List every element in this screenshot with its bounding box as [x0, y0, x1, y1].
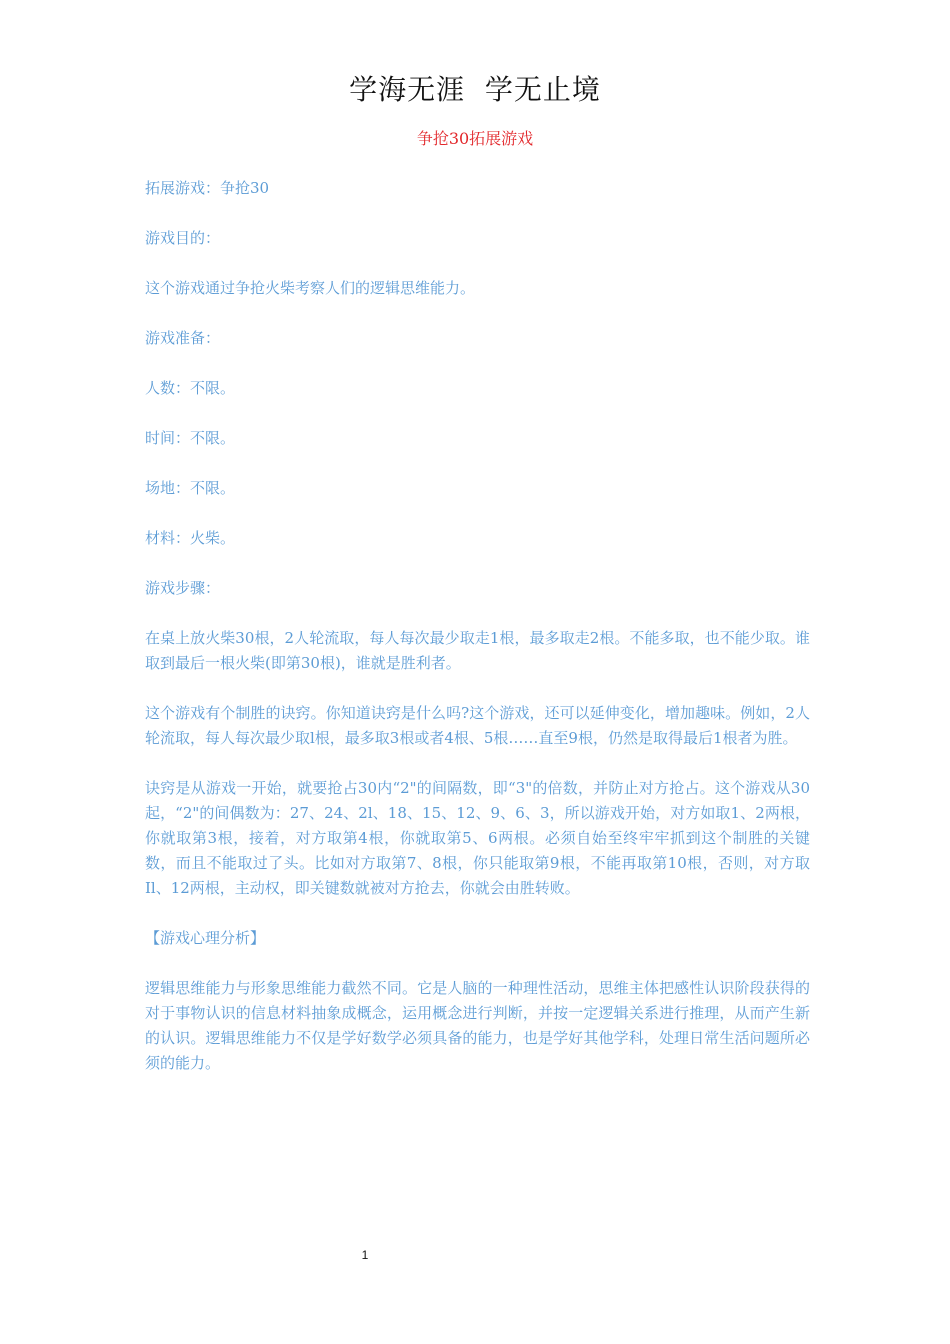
paragraph-analysis-heading: 【游戏心理分析】 — [145, 929, 266, 947]
paragraph-purpose: 这个游戏通过争抢火柴考察人们的逻辑思维能力。 — [145, 279, 476, 297]
page-header-title: 学海无涯 学无止境 — [349, 73, 601, 106]
page-number: 1 — [361, 1248, 369, 1262]
paragraph-analysis: 逻辑思维能力与形象思维能力截然不同。它是人脑的一种理性活动，思维主体把感性认识阶段获得的对于事物认识的信息材料抽象成概念，运用概念进行判断，并按一定逻辑关系进行推理，从而产生新的认识。逻辑思维能力不仅是学好数学必须具备的能力，也是学好其他学科，处理日常生活问题所必须的能力。 — [145, 979, 810, 1072]
paragraph-purpose-heading: 游戏目的： — [145, 229, 221, 247]
paragraph-materials: 材料：火柴。 — [145, 529, 236, 547]
paragraph-preparation-heading: 游戏准备： — [145, 329, 221, 347]
paragraph-time: 时间：不限。 — [145, 429, 236, 447]
paragraph-steps-heading: 游戏步骤： — [145, 579, 221, 597]
document-subtitle: 争抢30拓展游戏 — [416, 129, 534, 148]
paragraph-venue: 场地：不限。 — [145, 479, 236, 497]
paragraph-game-name: 拓展游戏：争抢30 — [145, 179, 270, 197]
document-body — [145, 176, 810, 1101]
paragraph-trick-explanation: 诀窍是从游戏一开始，就要抢占30内“2"的间隔数，即“3"的倍数，并防止对方抢占。这个游戏从30起，“2"的间偶数为：27、24、2l、18、15、12、9、6、3，所以游戏开始，对方如取1、2两根，你就取第3根，接着，对方取第4根，你就取第5、6两根。必须自始至终牢牢抓到这个制胜的关键数，而且不能取过了头。比如对方取第7、8根，你只能取第9根，不能再取第10根，否则，对方取Il、12两根，主动权，即关键数就被对方抢去，你就会由胜转败。 — [145, 779, 810, 897]
paragraph-steps: 在桌上放火柴30根，2人轮流取，每人每次最少取走1根，最多取走2根。不能多取，也不能少取。谁取到最后一根火柴(即第30根)，谁就是胜利者。 — [145, 629, 810, 672]
paragraph-participants: 人数：不限。 — [145, 379, 236, 397]
paragraph-trick-intro: 这个游戏有个制胜的诀窍。你知道诀窍是什么吗?这个游戏，还可以延伸变化，增加趣味。例如，2人轮流取，每人每次最少取l根，最多取3根或者4根、5根……直至9根，仍然是取得最后1根者为胜。 — [145, 704, 810, 747]
